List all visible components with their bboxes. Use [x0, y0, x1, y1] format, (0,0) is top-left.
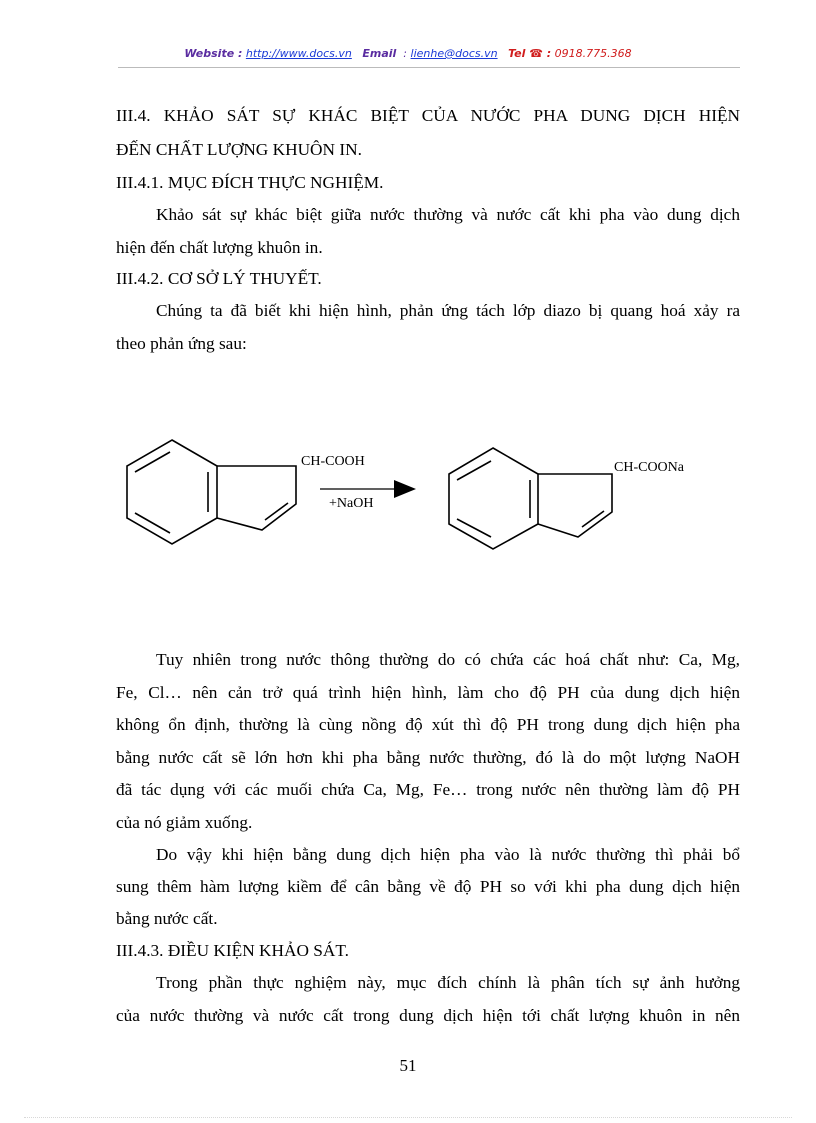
email-label: Email [362, 47, 397, 60]
section-heading-cont: ĐẾN CHẤT LƯỢNG KHUÔN IN. [116, 140, 362, 159]
paragraph-line: Chúng ta đã biết khi hiện hình, phản ứng tách lớp diazo bị quang hoá xảy ra [156, 301, 740, 320]
reaction-diagram [120, 420, 684, 550]
paragraph-line: Tuy nhiên trong nước thông thường do có chứa các hoá chất như: Ca, Mg, [156, 650, 740, 669]
product-structure [449, 448, 612, 549]
header-rule [118, 67, 740, 68]
reactant-five-ring [217, 466, 296, 530]
subsection-heading-theory: III.4.2. CƠ SỞ LÝ THUYẾT. [116, 269, 322, 288]
paragraph-line: bằng nước cất sẽ lớn hơn khi pha bằng nước thường, đó là do một lượng NaOH [116, 748, 740, 767]
reactant-benzene-ring [127, 440, 217, 544]
tel-number: 0918.775.368 [554, 47, 632, 60]
page-number: 51 [399, 1056, 417, 1075]
paragraph-line: theo phản ứng sau: [116, 334, 247, 353]
subsection-heading-conditions: III.4.3. ĐIỀU KIỆN KHẢO SÁT. [116, 941, 349, 960]
reactant-structure [127, 440, 296, 544]
product-double-bond [457, 519, 491, 537]
subsection-heading-purpose: III.4.1. MỤC ĐÍCH THỰC NGHIỆM. [116, 173, 384, 192]
email-separator: : [403, 47, 408, 60]
reactant-double-bond [135, 452, 170, 472]
paragraph-line: của nó giảm xuống. [116, 813, 253, 832]
website-link[interactable]: http://www.docs.vn [245, 47, 352, 60]
paragraph-line: Fe, Cl… nên cản trở quá trình hiện hình, làm cho độ PH của dung dịch hiện [116, 683, 740, 702]
product-double-bond [457, 461, 491, 480]
footer-dotted-rule [24, 1117, 792, 1118]
reactant-double-bond [265, 503, 288, 520]
section-heading: III.4. KHẢO SÁT SỰ KHÁC BIỆT CỦA NƯỚC PHA DUNG DỊCH HIỆN [116, 106, 740, 125]
paragraph-line: bằng nước cất. [116, 909, 218, 928]
paragraph-line: sung thêm hàm lượng kiềm để cân bằng về độ PH so với khi pha dung dịch hiện [116, 877, 740, 896]
paragraph-line: Do vậy khi hiện bằng dung dịch hiện pha vào là nước thường thì phải bổ [156, 845, 740, 864]
paragraph-line: đã tác dụng với các muối chứa Ca, Mg, Fe… trong nước nên thường làm độ PH [116, 780, 740, 799]
reaction-arrow-head [394, 480, 416, 498]
paragraph-line: của nước thường và nước cất trong dung dịch hiện tới chất lượng khuôn in nên [116, 1006, 740, 1025]
paragraph-line: Trong phần thực nghiệm này, mục đích chính là phân tích sự ảnh hưởng [156, 973, 740, 992]
product-label: CH-COONa [614, 460, 684, 475]
tel-label: Tel ☎ : [508, 47, 552, 60]
paragraph-line: hiện đến chất lượng khuôn in. [116, 238, 323, 257]
reagent-label: +NaOH [329, 496, 374, 511]
email-link[interactable]: lienhe@docs.vn [410, 47, 498, 60]
product-benzene-ring [449, 448, 538, 549]
website-label: Website : [184, 47, 243, 60]
reactant-double-bond [135, 513, 170, 533]
paragraph-line: Khảo sát sự khác biệt giữa nước thường và nước cất khi pha vào dung dịch [156, 205, 740, 224]
page-header [0, 47, 816, 60]
product-five-ring [538, 474, 612, 537]
product-double-bond [582, 511, 604, 527]
reactant-label: CH-COOH [301, 454, 365, 469]
paragraph-line: không ổn định, thường là cùng nồng độ xút thì độ PH trong dung dịch hiện pha [116, 715, 740, 734]
